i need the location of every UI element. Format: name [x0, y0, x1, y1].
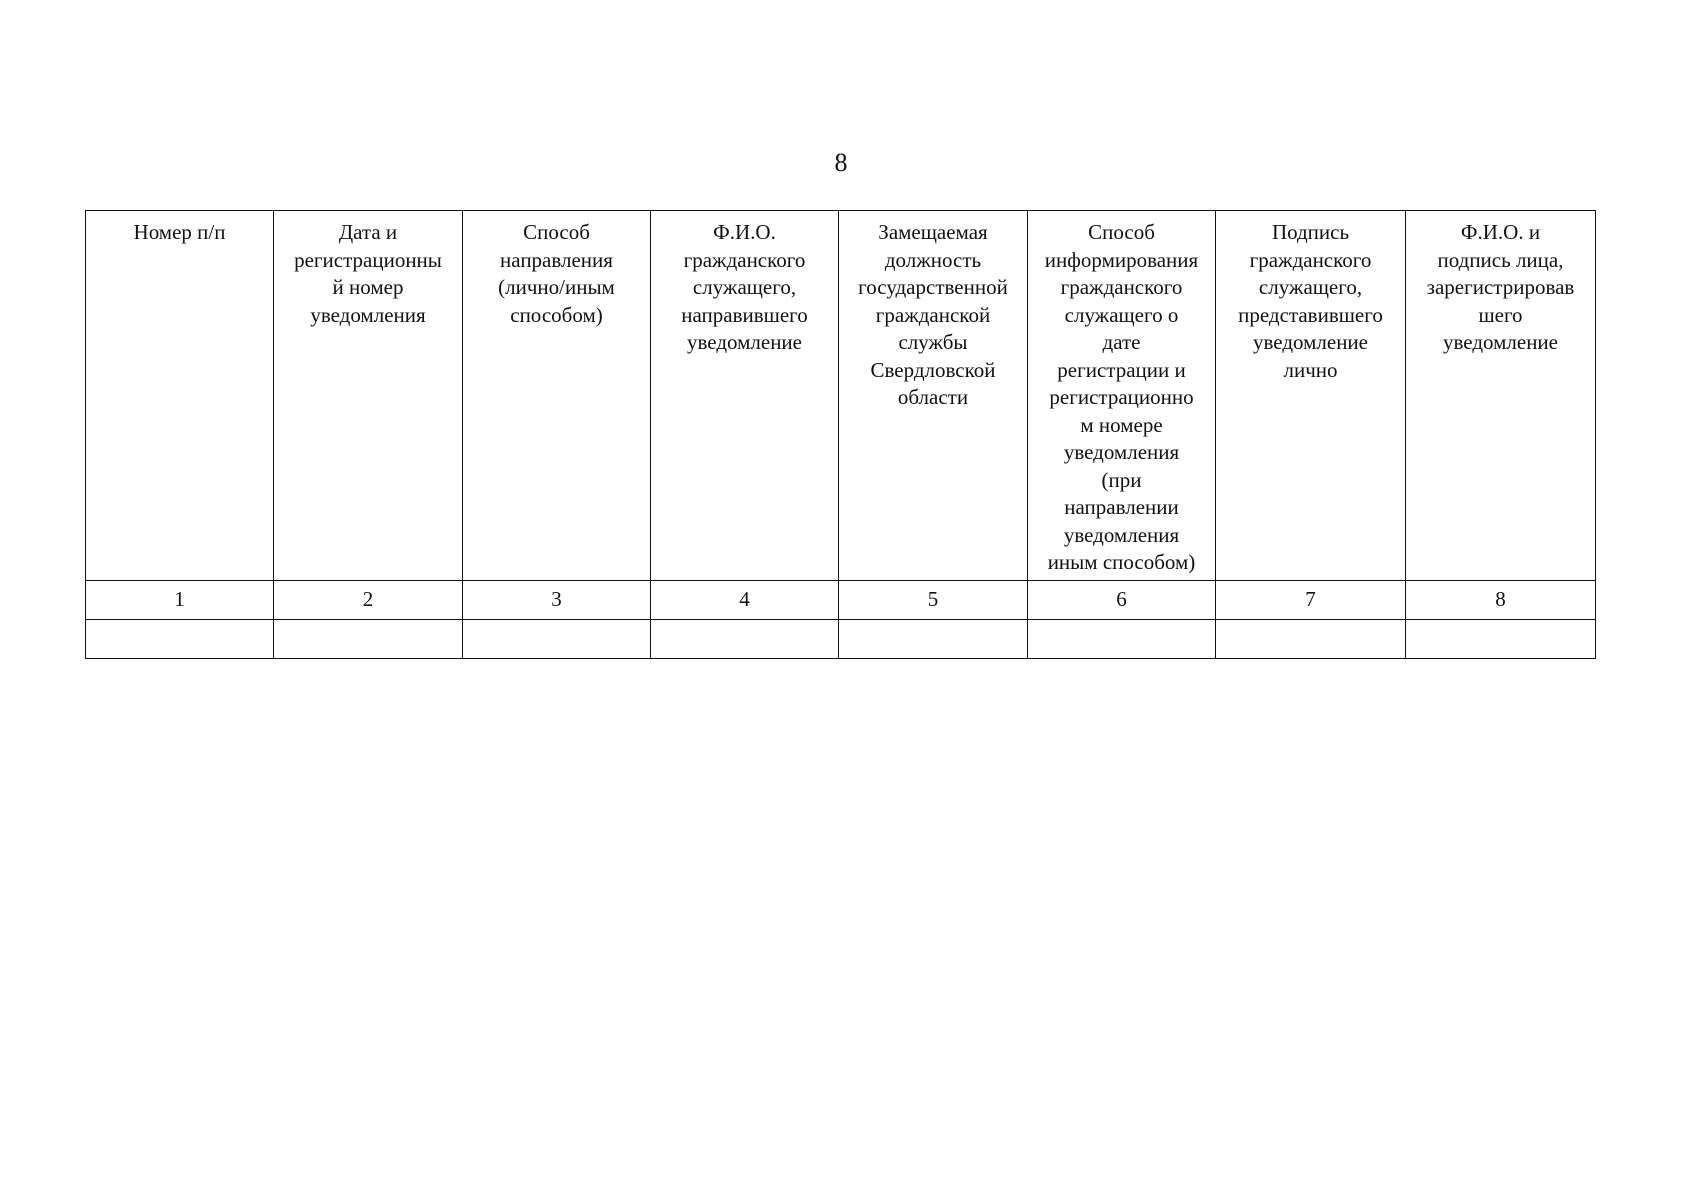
empty-cell [463, 620, 651, 659]
notification-register-table [85, 210, 1596, 659]
header-label: Номер п/п [133, 220, 226, 244]
empty-cell [1406, 620, 1596, 659]
table-row [86, 620, 1596, 659]
empty-cell [651, 620, 839, 659]
empty-cell [274, 620, 463, 659]
header-label: Дата и регистрационны й номер уведомления [294, 220, 442, 327]
header-cell-servant-signature [1216, 211, 1406, 581]
page-number: 8 [834, 148, 848, 177]
header-cell-date-regnumber [274, 211, 463, 581]
header-cell-informing-method [1028, 211, 1216, 581]
header-label: Замещаемая должность государственной гражданской службы Свердловской области [858, 220, 1008, 409]
empty-cell [1216, 620, 1406, 659]
header-label: Подпись гражданского служащего, представившего уведомление лично [1238, 220, 1383, 382]
header-label: Ф.И.О. и подпись лица, зарегистрировав шего уведомление [1426, 220, 1575, 354]
header-cell-method [463, 211, 651, 581]
header-label: Способ направления (лично/иным способом) [498, 220, 615, 327]
empty-cell [1028, 620, 1216, 659]
column-number-cell: 4 [651, 581, 839, 620]
column-number-cell: 8 [1406, 581, 1596, 620]
header-cell-number [86, 211, 274, 581]
column-number-cell: 5 [839, 581, 1028, 620]
header-cell-position [839, 211, 1028, 581]
column-number-cell: 7 [1216, 581, 1406, 620]
header-label: Ф.И.О. гражданского служащего, направившего уведомление [681, 220, 808, 354]
empty-cell [839, 620, 1028, 659]
column-number-cell: 6 [1028, 581, 1216, 620]
empty-cell [86, 620, 274, 659]
table-header-row [86, 211, 1596, 581]
header-cell-registrar-signature [1406, 211, 1596, 581]
header-label: Способ информирования гражданского служащего о дате регистрации и регистрационно м номере уведомления (при направлении уведомления иным способом) [1044, 220, 1199, 574]
column-number-cell: 2 [274, 581, 463, 620]
column-number-cell: 3 [463, 581, 651, 620]
column-number-row [86, 581, 1596, 620]
header-cell-sender-name [651, 211, 839, 581]
column-number-cell: 1 [86, 581, 274, 620]
